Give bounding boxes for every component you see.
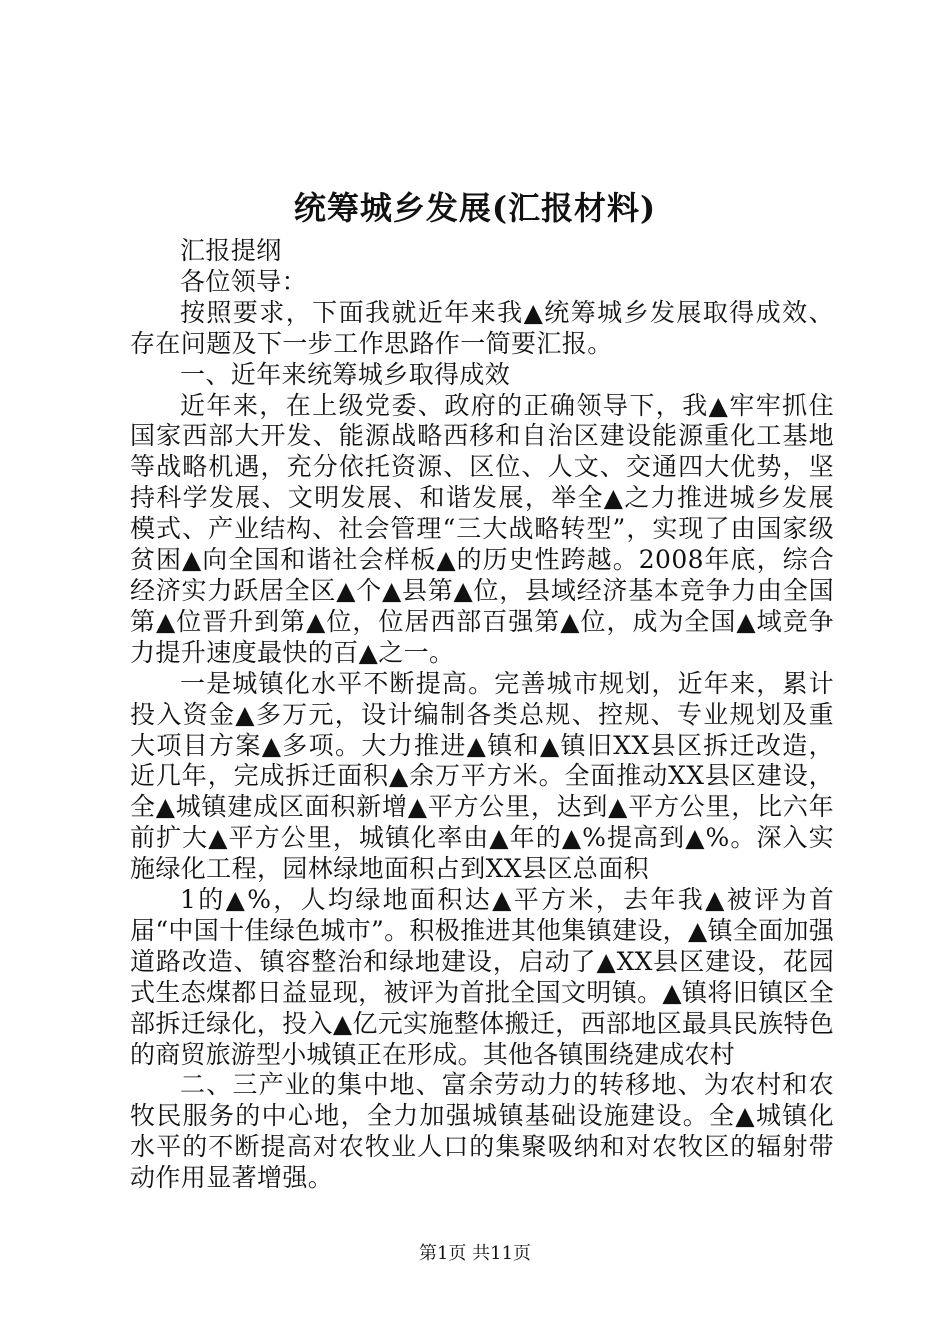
paragraph-outline-label: 汇报提纲 xyxy=(180,236,282,265)
paragraph-greening: 1的▲%，人均绿地面积达▲平方米，去年我▲被评为首届“中国十佳绿色城市”。积极推进其他集镇建设，▲镇全面加强道路改造、镇容整治和绿地建设，启动了▲XX县区建设，花园式生态煤都日益显现，被评为首批全国文明镇。▲镇将旧镇区全部拆迁绿化，投入▲亿元实施整体搬迁，西部地区最具民族特色的商贸旅游型小城镇正在形成。其他各镇围绕建成农村 xyxy=(130,885,834,1069)
document-title: 统筹城乡发展(汇报材料) xyxy=(293,189,657,227)
paragraph-achievements: 近年来，在上级党委、政府的正确领导下，我▲牢牢抓住国家西部大开发、能源战略西移和自治区建设能源重化工基地等战略机遇，充分依托资源、区位、人文、交通四大优势，坚持科学发展、文明发展、和谐发展，举全▲之力推进城乡发展模式、产业结构、社会管理“三大战略转型”，实现了由国家级贫困▲向全国和谐社会样板▲的历史性跨越。2008年底，综合经济实力跃居全区▲个▲县第▲位，县域经济基本竞争力由全国第▲位晋升到第▲位，位居西部百强第▲位，成为全国▲域竞争力提升速度最快的百▲之一。 xyxy=(130,390,834,667)
paragraph-urbanization: 一是城镇化水平不断提高。完善城市规划，近年来，累计投入资金▲多万元，设计编制各类总规、控规、专业规划及重大项目方案▲多项。大力推进▲镇和▲镇旧XX县区拆迁改造，近几年，完成拆迁面积▲余万平方米。全面推动XX县区建设，全▲城镇建成区面积新增▲平方公里，达到▲平方公里，比六年前扩大▲平方公里，城镇化率由▲年的▲%提高到▲%。深入实施绿化工程，园林绿地面积占到XX县区总面积 xyxy=(130,668,834,884)
paragraph-intro: 按照要求，下面我就近年来我▲统筹城乡发展取得成效、存在问题及下一步工作思路作一简要汇报。 xyxy=(130,297,834,358)
paragraph-infrastructure: 二、三产业的集中地、富余劳动力的转移地、为农村和农牧民服务的中心地，全力加强城镇基础设施建设。全▲城镇化水平的不断提高对农牧业人口的集聚吸纳和对农牧区的辐射带动作用显著增强。 xyxy=(130,1070,834,1193)
document-body xyxy=(130,236,834,1194)
section-heading-1: 一、近年来统筹城乡取得成效 xyxy=(180,359,511,389)
page-footer: 第1页 共11页 xyxy=(418,1243,532,1264)
paragraph-salutation: 各位领导： xyxy=(180,266,308,296)
